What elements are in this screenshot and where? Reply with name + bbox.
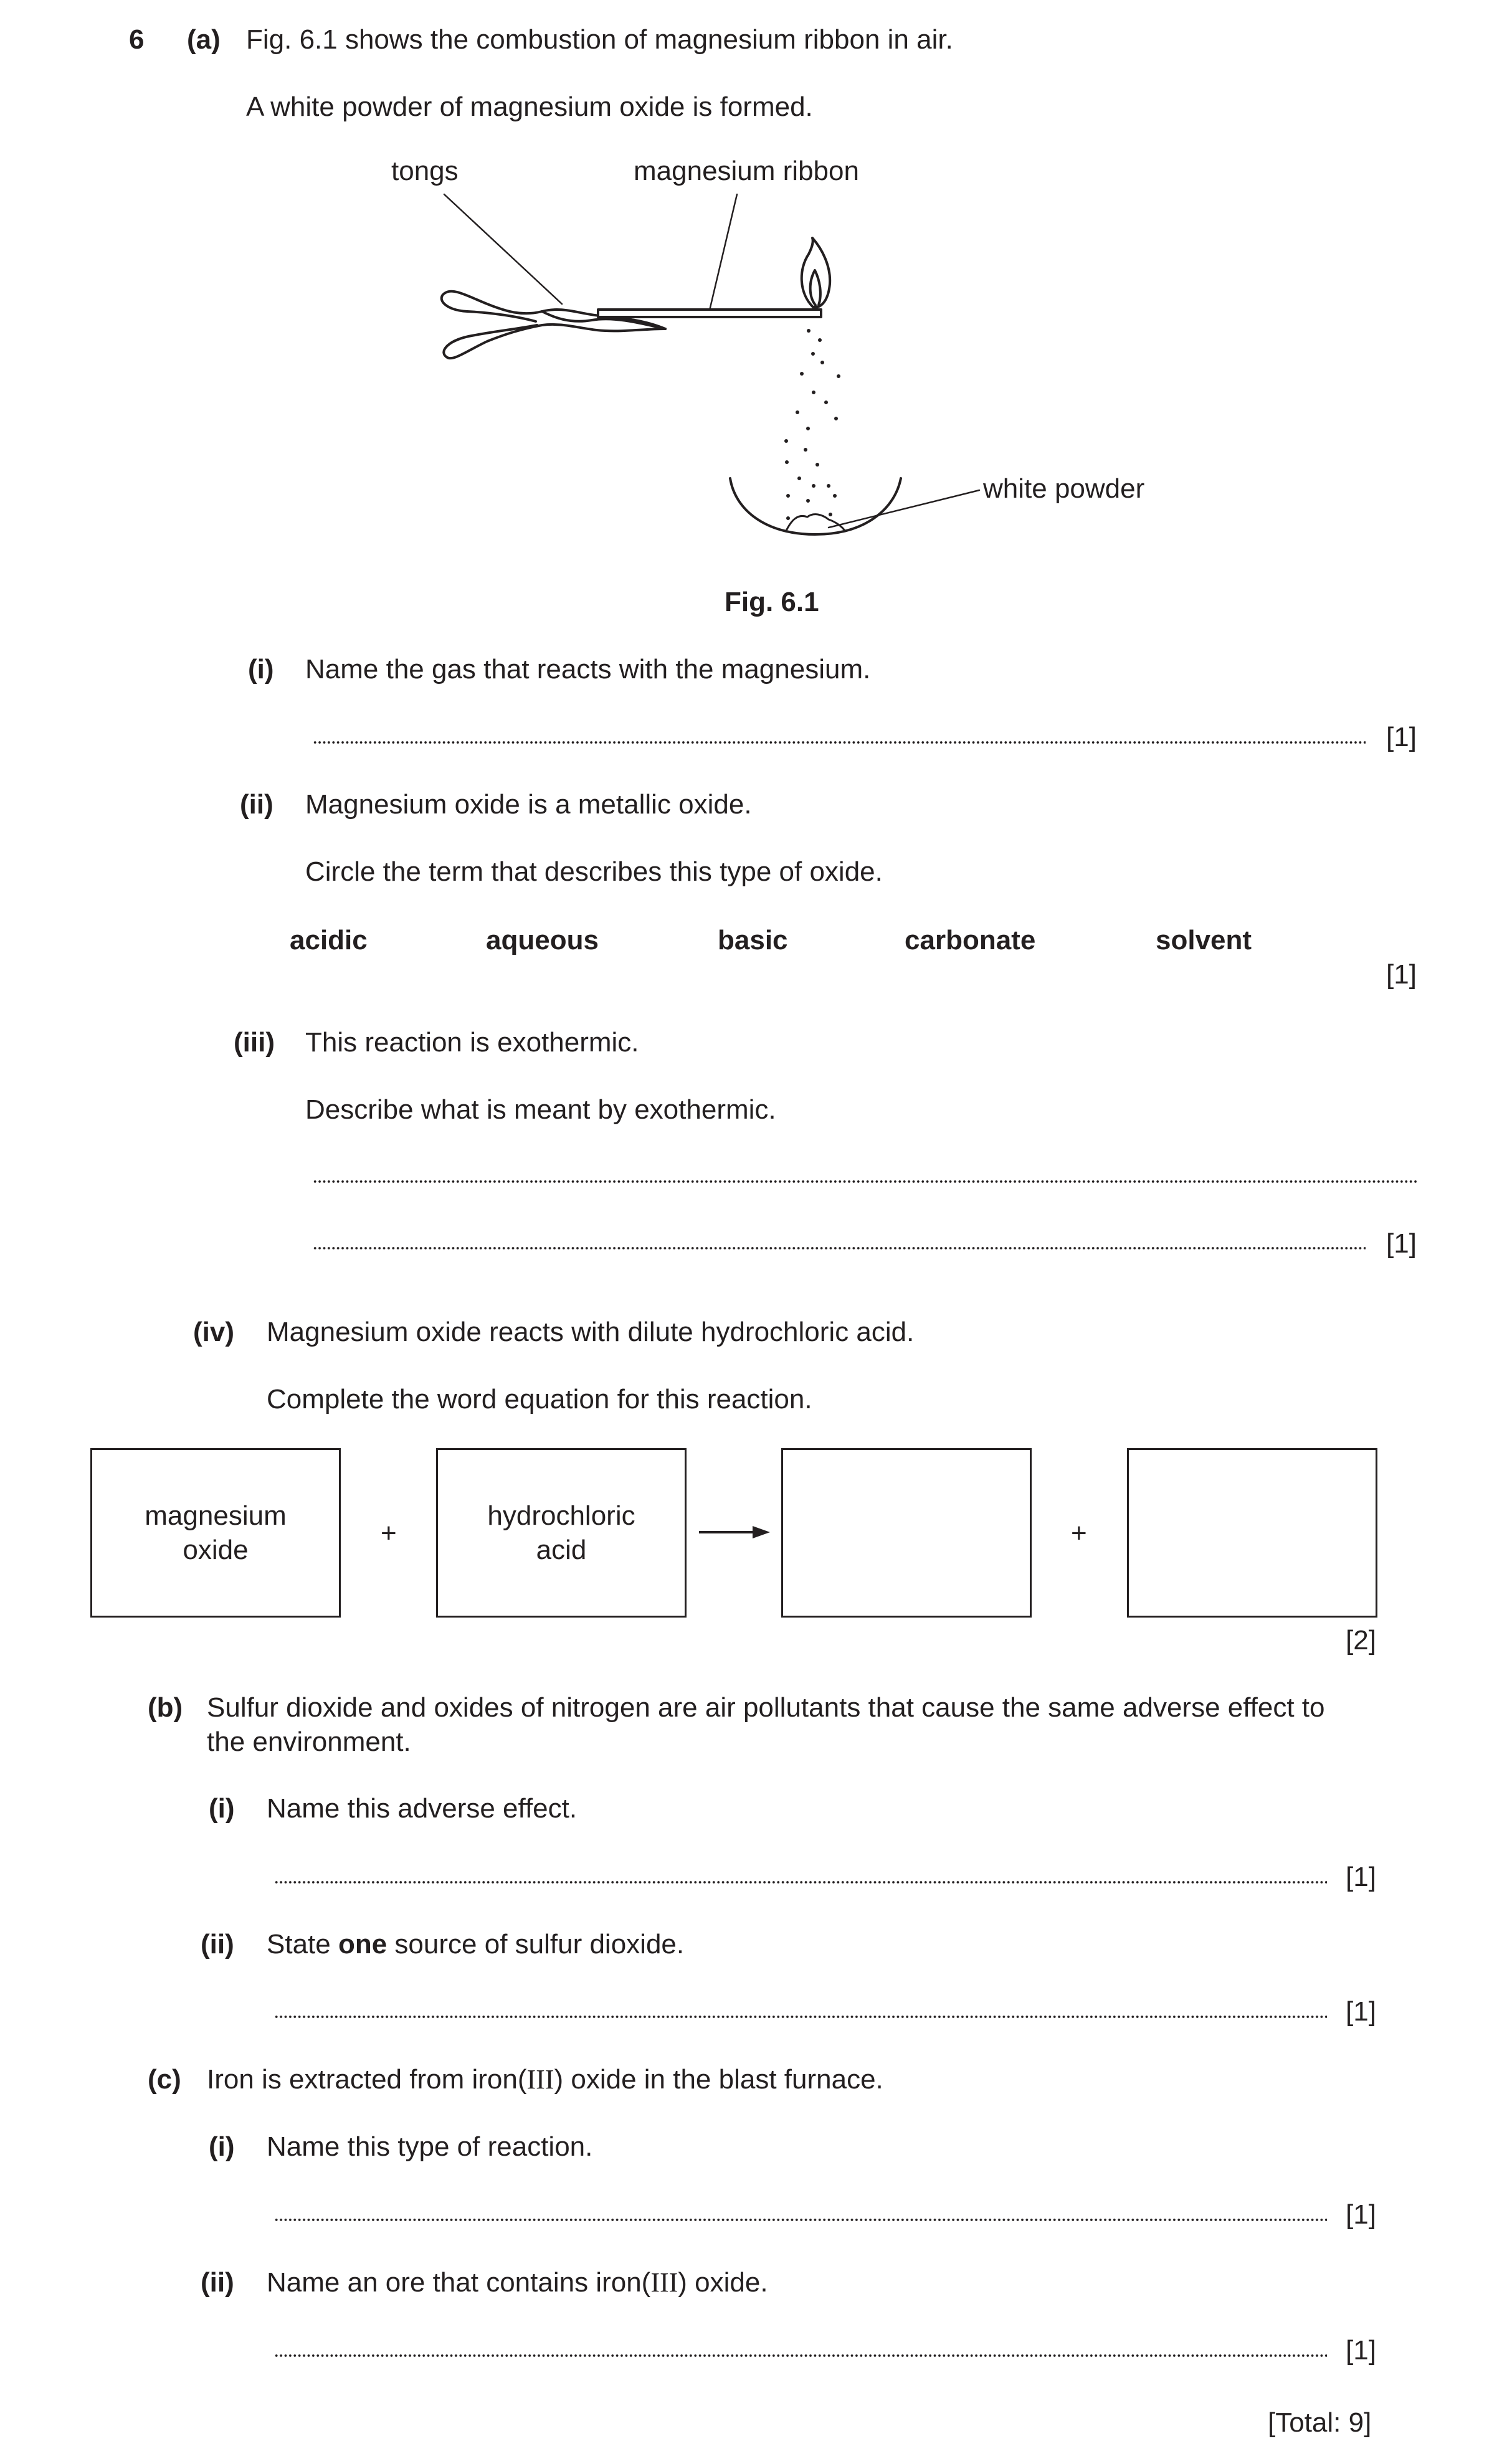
equation-box-magnesium-oxide: [90, 1448, 341, 1618]
option-basic[interactable]: basic: [718, 925, 788, 955]
marks-a-ii: [1]: [1386, 959, 1417, 990]
marks-b-ii: [1]: [1346, 1996, 1376, 2027]
part-a-intro-2: A white powder of magnesium oxide is formed.: [246, 92, 813, 122]
combustion-diagram: [0, 0, 1507, 623]
magnesium-ribbon-shape: [598, 310, 821, 317]
part-c-text-pre: Iron is extracted from iron(: [207, 2064, 527, 2095]
part-a-iv-label: (iv): [193, 1317, 234, 1347]
answer-line-a-iii-1[interactable]: [313, 1179, 1417, 1184]
part-c-ii-label: (ii): [201, 2267, 234, 2298]
box2-line2: acid: [536, 1535, 587, 1565]
answer-line-a-i[interactable]: [313, 740, 1366, 745]
part-a-intro-1: Fig. 6.1 shows the combustion of magnesium ribbon in air.: [246, 24, 953, 55]
box1-line2: oxide: [183, 1535, 249, 1565]
marks-b-i: [1]: [1346, 1862, 1376, 1892]
part-a-label: (a): [187, 24, 221, 55]
part-b-text-line1: Sulfur dioxide and oxides of nitrogen are air pollutants that cause the same adverse effect to: [207, 1692, 1325, 1723]
part-c-roman: III: [526, 2064, 554, 2095]
answer-line-c-ii[interactable]: [274, 2353, 1327, 2358]
answer-line-c-i[interactable]: [274, 2217, 1327, 2222]
powder-leader-line: [829, 490, 979, 528]
part-c-ii-text: [267, 2269, 768, 2296]
part-b-ii-text-post: source of sulfur dioxide.: [387, 1929, 685, 1959]
equation-box-hydrochloric-acid: [436, 1448, 687, 1618]
part-a-iii-text-1: This reaction is exothermic.: [305, 1027, 639, 1058]
part-a-ii-text-2: Circle the term that describes this type of oxide.: [305, 856, 883, 887]
plus-sign-1: +: [381, 1518, 397, 1548]
part-a-iii-text-2: Describe what is meant by exothermic.: [305, 1094, 776, 1125]
part-b-ii-text-bold: one: [338, 1929, 387, 1959]
flame-inner-shape: [811, 270, 820, 305]
part-c-i-text: Name this type of reaction.: [267, 2131, 593, 2162]
part-b-text-line2: the environment.: [207, 1727, 411, 1757]
question-number: 6: [129, 24, 145, 55]
part-a-iv-text-2: Complete the word equation for this reaction.: [267, 1384, 812, 1414]
part-b-ii-label: (ii): [201, 1929, 234, 1959]
part-b-i-text: Name this adverse effect.: [267, 1793, 578, 1824]
marks-a-iii: [1]: [1386, 1228, 1417, 1259]
part-c-i-label: (i): [209, 2131, 235, 2162]
part-a-ii-label: (ii): [240, 789, 273, 820]
answer-box-product-1[interactable]: [781, 1448, 1032, 1618]
plus-sign-2: +: [1071, 1518, 1087, 1548]
ribbon-leader-line: [710, 194, 737, 310]
figure-label-powder: white powder: [983, 473, 1145, 504]
option-carbonate[interactable]: carbonate: [905, 925, 1036, 955]
answer-box-product-2[interactable]: [1127, 1448, 1377, 1618]
marks-c-i: [1]: [1346, 2199, 1376, 2230]
answer-line-b-i[interactable]: [274, 1880, 1327, 1885]
part-a-ii-text-1: Magnesium oxide is a metallic oxide.: [305, 789, 752, 820]
part-a-i-label: (i): [248, 654, 274, 685]
marks-a-i: [1]: [1386, 722, 1417, 752]
part-b-label: (b): [148, 1692, 183, 1723]
part-b-ii-text: [267, 1931, 684, 1958]
part-b-ii-text-pre: State: [267, 1929, 338, 1959]
dish-shape: [730, 478, 901, 534]
figure-label-ribbon: magnesium ribbon: [634, 156, 859, 186]
answer-line-a-iii-2[interactable]: [313, 1246, 1366, 1251]
tongs-shape: [442, 291, 665, 359]
answer-line-b-ii[interactable]: [274, 2014, 1327, 2019]
part-a-iv-text-1: Magnesium oxide reacts with dilute hydrochloric acid.: [267, 1317, 915, 1347]
figure-label-tongs: tongs: [391, 156, 459, 186]
powder-pile-shape: [786, 514, 845, 531]
part-c-ii-text-post: ) oxide.: [678, 2267, 768, 2298]
option-acidic[interactable]: acidic: [290, 925, 368, 955]
part-c-ii-text-pre: Name an ore that contains iron(: [267, 2267, 651, 2298]
part-a-i-text: Name the gas that reacts with the magnesium.: [305, 654, 871, 685]
option-solvent[interactable]: solvent: [1156, 925, 1252, 955]
tongs-leader-line: [444, 194, 562, 304]
marks-c-ii: [1]: [1346, 2335, 1376, 2366]
part-c-text-post: ) oxide in the blast furnace.: [554, 2064, 883, 2095]
box2-line1: hydrochloric: [487, 1500, 635, 1531]
figure-caption: Fig. 6.1: [725, 587, 819, 617]
box1-line1: magnesium: [145, 1500, 287, 1531]
marks-a-iv: [2]: [1346, 1625, 1376, 1656]
total-marks: [Total: 9]: [1268, 2407, 1372, 2438]
option-aqueous[interactable]: aqueous: [486, 925, 599, 955]
reaction-arrow-icon: [698, 1520, 773, 1545]
part-c-label: (c): [148, 2064, 181, 2095]
part-b-i-label: (i): [209, 1793, 235, 1824]
part-c-text: [207, 2066, 883, 2093]
part-c-ii-roman: III: [650, 2267, 678, 2298]
powder-particles: [784, 329, 840, 520]
part-a-iii-label: (iii): [234, 1027, 275, 1058]
